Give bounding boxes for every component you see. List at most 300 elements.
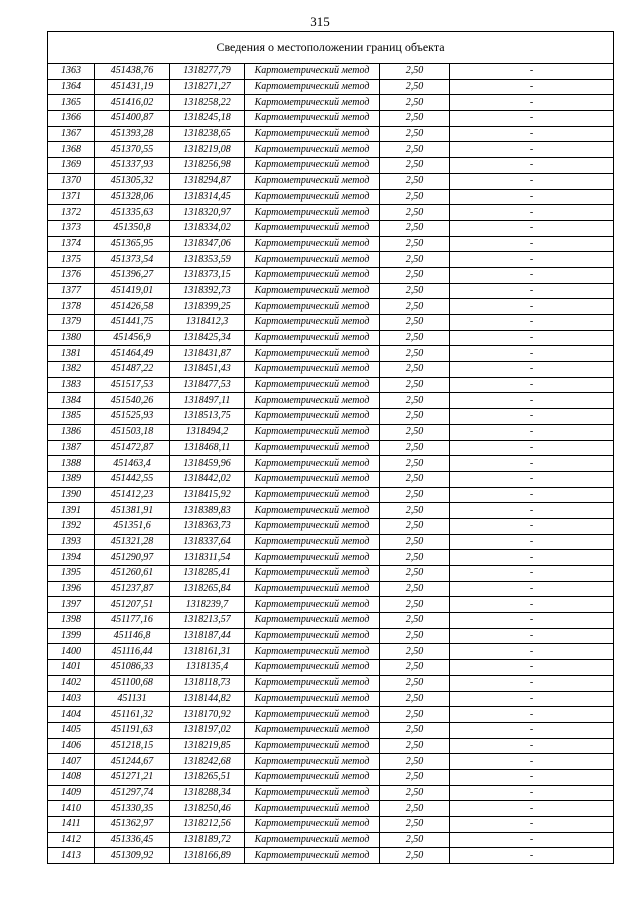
y-coordinate-cell: 1318431,87 (170, 346, 245, 362)
description-cell: - (450, 518, 614, 534)
x-coordinate-cell: 451271,21 (95, 769, 170, 785)
point-number-cell: 1387 (48, 440, 95, 456)
accuracy-cell: 2,50 (380, 252, 450, 268)
accuracy-cell: 2,50 (380, 456, 450, 472)
x-coordinate-cell: 451463,4 (95, 456, 170, 472)
accuracy-cell: 2,50 (380, 628, 450, 644)
method-cell: Картометрический метод (245, 534, 380, 550)
point-number-cell: 1381 (48, 346, 95, 362)
method-cell: Картометрический метод (245, 111, 380, 127)
method-cell: Картометрический метод (245, 236, 380, 252)
description-cell: - (450, 111, 614, 127)
description-cell: - (450, 738, 614, 754)
y-coordinate-cell: 1318256,98 (170, 158, 245, 174)
accuracy-cell: 2,50 (380, 487, 450, 503)
y-coordinate-cell: 1318425,34 (170, 330, 245, 346)
accuracy-cell: 2,50 (380, 613, 450, 629)
method-cell: Картометрический метод (245, 173, 380, 189)
x-coordinate-cell: 451503,18 (95, 424, 170, 440)
y-coordinate-cell: 1318135,4 (170, 660, 245, 676)
method-cell: Картометрический метод (245, 628, 380, 644)
point-number-cell: 1406 (48, 738, 95, 754)
x-coordinate-cell: 451416,02 (95, 95, 170, 111)
table-row (48, 613, 614, 629)
point-number-cell: 1408 (48, 769, 95, 785)
y-coordinate-cell: 1318213,57 (170, 613, 245, 629)
x-coordinate-cell: 451393,28 (95, 126, 170, 142)
table-row (48, 675, 614, 691)
point-number-cell: 1399 (48, 628, 95, 644)
method-cell: Картометрический метод (245, 471, 380, 487)
y-coordinate-cell: 1318258,22 (170, 95, 245, 111)
y-coordinate-cell: 1318250,46 (170, 801, 245, 817)
description-cell: - (450, 785, 614, 801)
table-header-row (48, 32, 614, 64)
description-cell: - (450, 691, 614, 707)
description-cell: - (450, 534, 614, 550)
x-coordinate-cell: 451207,51 (95, 597, 170, 613)
accuracy-cell: 2,50 (380, 769, 450, 785)
table-row (48, 550, 614, 566)
point-number-cell: 1376 (48, 267, 95, 283)
y-coordinate-cell: 1318294,87 (170, 173, 245, 189)
y-coordinate-cell: 1318459,96 (170, 456, 245, 472)
y-coordinate-cell: 1318442,02 (170, 471, 245, 487)
table-row (48, 660, 614, 676)
method-cell: Картометрический метод (245, 503, 380, 519)
description-cell: - (450, 707, 614, 723)
x-coordinate-cell: 451438,76 (95, 64, 170, 80)
y-coordinate-cell: 1318212,56 (170, 817, 245, 833)
description-cell: - (450, 409, 614, 425)
x-coordinate-cell: 451146,8 (95, 628, 170, 644)
description-cell: - (450, 722, 614, 738)
accuracy-cell: 2,50 (380, 267, 450, 283)
description-cell: - (450, 330, 614, 346)
table-row (48, 817, 614, 833)
accuracy-cell: 2,50 (380, 111, 450, 127)
method-cell: Картометрический метод (245, 597, 380, 613)
description-cell: - (450, 440, 614, 456)
point-number-cell: 1384 (48, 393, 95, 409)
accuracy-cell: 2,50 (380, 848, 450, 864)
x-coordinate-cell: 451335,63 (95, 205, 170, 221)
table-row (48, 518, 614, 534)
x-coordinate-cell: 451328,06 (95, 189, 170, 205)
y-coordinate-cell: 1318265,84 (170, 581, 245, 597)
method-cell: Картометрический метод (245, 393, 380, 409)
x-coordinate-cell: 451321,28 (95, 534, 170, 550)
x-coordinate-cell: 451309,92 (95, 848, 170, 864)
y-coordinate-cell: 1318161,31 (170, 644, 245, 660)
table-row (48, 205, 614, 221)
x-coordinate-cell: 451426,58 (95, 299, 170, 315)
description-cell: - (450, 581, 614, 597)
point-number-cell: 1407 (48, 754, 95, 770)
x-coordinate-cell: 451116,44 (95, 644, 170, 660)
description-cell: - (450, 220, 614, 236)
accuracy-cell: 2,50 (380, 722, 450, 738)
y-coordinate-cell: 1318412,3 (170, 315, 245, 331)
description-cell: - (450, 252, 614, 268)
point-number-cell: 1378 (48, 299, 95, 315)
accuracy-cell: 2,50 (380, 597, 450, 613)
x-coordinate-cell: 451350,8 (95, 220, 170, 236)
description-cell: - (450, 393, 614, 409)
table-row (48, 409, 614, 425)
point-number-cell: 1368 (48, 142, 95, 158)
y-coordinate-cell: 1318320,97 (170, 205, 245, 221)
description-cell: - (450, 754, 614, 770)
description-cell: - (450, 142, 614, 158)
x-coordinate-cell: 451381,91 (95, 503, 170, 519)
table-row (48, 471, 614, 487)
table-row (48, 64, 614, 80)
description-cell: - (450, 817, 614, 833)
y-coordinate-cell: 1318513,75 (170, 409, 245, 425)
accuracy-cell: 2,50 (380, 754, 450, 770)
accuracy-cell: 2,50 (380, 801, 450, 817)
y-coordinate-cell: 1318166,89 (170, 848, 245, 864)
point-number-cell: 1413 (48, 848, 95, 864)
table-row (48, 189, 614, 205)
table-row (48, 832, 614, 848)
table-row (48, 79, 614, 95)
x-coordinate-cell: 451540,26 (95, 393, 170, 409)
accuracy-cell: 2,50 (380, 817, 450, 833)
table-body (48, 32, 614, 864)
description-cell: - (450, 848, 614, 864)
method-cell: Картометрический метод (245, 409, 380, 425)
y-coordinate-cell: 1318219,08 (170, 142, 245, 158)
table-row (48, 220, 614, 236)
table-row (48, 393, 614, 409)
table-row (48, 252, 614, 268)
point-number-cell: 1366 (48, 111, 95, 127)
method-cell: Картометрический метод (245, 205, 380, 221)
y-coordinate-cell: 1318285,41 (170, 566, 245, 582)
x-coordinate-cell: 451442,55 (95, 471, 170, 487)
y-coordinate-cell: 1318239,7 (170, 597, 245, 613)
point-number-cell: 1394 (48, 550, 95, 566)
description-cell: - (450, 487, 614, 503)
description-cell: - (450, 377, 614, 393)
x-coordinate-cell: 451177,16 (95, 613, 170, 629)
table-row (48, 597, 614, 613)
accuracy-cell: 2,50 (380, 503, 450, 519)
description-cell: - (450, 189, 614, 205)
method-cell: Картометрический метод (245, 220, 380, 236)
y-coordinate-cell: 1318363,73 (170, 518, 245, 534)
description-cell: - (450, 95, 614, 111)
method-cell: Картометрический метод (245, 283, 380, 299)
accuracy-cell: 2,50 (380, 377, 450, 393)
description-cell: - (450, 236, 614, 252)
x-coordinate-cell: 451472,87 (95, 440, 170, 456)
accuracy-cell: 2,50 (380, 440, 450, 456)
method-cell: Картометрический метод (245, 848, 380, 864)
table-row (48, 769, 614, 785)
method-cell: Картометрический метод (245, 691, 380, 707)
y-coordinate-cell: 1318373,15 (170, 267, 245, 283)
point-number-cell: 1395 (48, 566, 95, 582)
table-row (48, 377, 614, 393)
method-cell: Картометрический метод (245, 550, 380, 566)
x-coordinate-cell: 451330,35 (95, 801, 170, 817)
point-number-cell: 1386 (48, 424, 95, 440)
table-row (48, 785, 614, 801)
accuracy-cell: 2,50 (380, 173, 450, 189)
point-number-cell: 1392 (48, 518, 95, 534)
x-coordinate-cell: 451441,75 (95, 315, 170, 331)
y-coordinate-cell: 1318415,92 (170, 487, 245, 503)
y-coordinate-cell: 1318494,2 (170, 424, 245, 440)
y-coordinate-cell: 1318271,27 (170, 79, 245, 95)
method-cell: Картометрический метод (245, 158, 380, 174)
accuracy-cell: 2,50 (380, 220, 450, 236)
point-number-cell: 1404 (48, 707, 95, 723)
description-cell: - (450, 675, 614, 691)
description-cell: - (450, 299, 614, 315)
table-title: Сведения о местоположении границ объекта (48, 32, 614, 64)
point-number-cell: 1412 (48, 832, 95, 848)
accuracy-cell: 2,50 (380, 785, 450, 801)
accuracy-cell: 2,50 (380, 236, 450, 252)
table-row (48, 158, 614, 174)
point-number-cell: 1379 (48, 315, 95, 331)
point-number-cell: 1373 (48, 220, 95, 236)
table-row (48, 754, 614, 770)
method-cell: Картометрический метод (245, 252, 380, 268)
table-row (48, 456, 614, 472)
table-row (48, 691, 614, 707)
method-cell: Картометрический метод (245, 754, 380, 770)
y-coordinate-cell: 1318288,34 (170, 785, 245, 801)
method-cell: Картометрический метод (245, 95, 380, 111)
point-number-cell: 1402 (48, 675, 95, 691)
point-number-cell: 1363 (48, 64, 95, 80)
method-cell: Картометрический метод (245, 315, 380, 331)
y-coordinate-cell: 1318451,43 (170, 362, 245, 378)
point-number-cell: 1405 (48, 722, 95, 738)
description-cell: - (450, 424, 614, 440)
method-cell: Картометрический метод (245, 440, 380, 456)
accuracy-cell: 2,50 (380, 534, 450, 550)
method-cell: Картометрический метод (245, 801, 380, 817)
description-cell: - (450, 628, 614, 644)
description-cell: - (450, 346, 614, 362)
method-cell: Картометрический метод (245, 299, 380, 315)
accuracy-cell: 2,50 (380, 330, 450, 346)
point-number-cell: 1364 (48, 79, 95, 95)
x-coordinate-cell: 451412,23 (95, 487, 170, 503)
accuracy-cell: 2,50 (380, 644, 450, 660)
x-coordinate-cell: 451351,6 (95, 518, 170, 534)
point-number-cell: 1377 (48, 283, 95, 299)
method-cell: Картометрический метод (245, 566, 380, 582)
method-cell: Картометрический метод (245, 675, 380, 691)
method-cell: Картометрический метод (245, 518, 380, 534)
y-coordinate-cell: 1318477,53 (170, 377, 245, 393)
description-cell: - (450, 503, 614, 519)
point-number-cell: 1390 (48, 487, 95, 503)
method-cell: Картометрический метод (245, 769, 380, 785)
x-coordinate-cell: 451336,45 (95, 832, 170, 848)
table-row (48, 173, 614, 189)
x-coordinate-cell: 451131 (95, 691, 170, 707)
method-cell: Картометрический метод (245, 487, 380, 503)
table-row (48, 534, 614, 550)
point-number-cell: 1393 (48, 534, 95, 550)
table-row (48, 644, 614, 660)
table-row (48, 503, 614, 519)
table-row (48, 707, 614, 723)
method-cell: Картометрический метод (245, 722, 380, 738)
method-cell: Картометрический метод (245, 267, 380, 283)
description-cell: - (450, 613, 614, 629)
point-number-cell: 1401 (48, 660, 95, 676)
x-coordinate-cell: 451419,01 (95, 283, 170, 299)
point-number-cell: 1367 (48, 126, 95, 142)
accuracy-cell: 2,50 (380, 424, 450, 440)
table-row (48, 424, 614, 440)
accuracy-cell: 2,50 (380, 409, 450, 425)
y-coordinate-cell: 1318197,02 (170, 722, 245, 738)
x-coordinate-cell: 451161,32 (95, 707, 170, 723)
method-cell: Картометрический метод (245, 64, 380, 80)
x-coordinate-cell: 451464,49 (95, 346, 170, 362)
description-cell: - (450, 79, 614, 95)
x-coordinate-cell: 451086,33 (95, 660, 170, 676)
x-coordinate-cell: 451487,22 (95, 362, 170, 378)
method-cell: Картометрический метод (245, 346, 380, 362)
description-cell: - (450, 315, 614, 331)
x-coordinate-cell: 451431,19 (95, 79, 170, 95)
table-row (48, 95, 614, 111)
accuracy-cell: 2,50 (380, 315, 450, 331)
accuracy-cell: 2,50 (380, 205, 450, 221)
x-coordinate-cell: 451244,67 (95, 754, 170, 770)
accuracy-cell: 2,50 (380, 189, 450, 205)
accuracy-cell: 2,50 (380, 707, 450, 723)
description-cell: - (450, 769, 614, 785)
table-row (48, 111, 614, 127)
x-coordinate-cell: 451337,93 (95, 158, 170, 174)
table-row (48, 299, 614, 315)
table-row (48, 236, 614, 252)
accuracy-cell: 2,50 (380, 79, 450, 95)
point-number-cell: 1411 (48, 817, 95, 833)
y-coordinate-cell: 1318314,45 (170, 189, 245, 205)
point-number-cell: 1382 (48, 362, 95, 378)
method-cell: Картометрический метод (245, 707, 380, 723)
y-coordinate-cell: 1318311,54 (170, 550, 245, 566)
method-cell: Картометрический метод (245, 142, 380, 158)
description-cell: - (450, 550, 614, 566)
method-cell: Картометрический метод (245, 456, 380, 472)
y-coordinate-cell: 1318347,06 (170, 236, 245, 252)
description-cell: - (450, 566, 614, 582)
table-row (48, 267, 614, 283)
y-coordinate-cell: 1318144,82 (170, 691, 245, 707)
accuracy-cell: 2,50 (380, 550, 450, 566)
table-row (48, 315, 614, 331)
x-coordinate-cell: 451191,63 (95, 722, 170, 738)
method-cell: Картометрический метод (245, 817, 380, 833)
table-row (48, 487, 614, 503)
accuracy-cell: 2,50 (380, 362, 450, 378)
description-cell: - (450, 644, 614, 660)
y-coordinate-cell: 1318187,44 (170, 628, 245, 644)
x-coordinate-cell: 451305,32 (95, 173, 170, 189)
accuracy-cell: 2,50 (380, 64, 450, 80)
description-cell: - (450, 283, 614, 299)
point-number-cell: 1365 (48, 95, 95, 111)
description-cell: - (450, 158, 614, 174)
accuracy-cell: 2,50 (380, 95, 450, 111)
x-coordinate-cell: 451100,68 (95, 675, 170, 691)
table-row (48, 848, 614, 864)
point-number-cell: 1369 (48, 158, 95, 174)
point-number-cell: 1410 (48, 801, 95, 817)
accuracy-cell: 2,50 (380, 126, 450, 142)
y-coordinate-cell: 1318389,83 (170, 503, 245, 519)
y-coordinate-cell: 1318189,72 (170, 832, 245, 848)
description-cell: - (450, 660, 614, 676)
accuracy-cell: 2,50 (380, 675, 450, 691)
x-coordinate-cell: 451218,15 (95, 738, 170, 754)
x-coordinate-cell: 451517,53 (95, 377, 170, 393)
method-cell: Картометрический метод (245, 330, 380, 346)
table-row (48, 142, 614, 158)
method-cell: Картометрический метод (245, 613, 380, 629)
y-coordinate-cell: 1318399,25 (170, 299, 245, 315)
accuracy-cell: 2,50 (380, 158, 450, 174)
x-coordinate-cell: 451260,61 (95, 566, 170, 582)
x-coordinate-cell: 451362,97 (95, 817, 170, 833)
table-row (48, 283, 614, 299)
description-cell: - (450, 205, 614, 221)
accuracy-cell: 2,50 (380, 832, 450, 848)
accuracy-cell: 2,50 (380, 518, 450, 534)
accuracy-cell: 2,50 (380, 660, 450, 676)
x-coordinate-cell: 451373,54 (95, 252, 170, 268)
x-coordinate-cell: 451525,93 (95, 409, 170, 425)
point-number-cell: 1370 (48, 173, 95, 189)
point-number-cell: 1380 (48, 330, 95, 346)
y-coordinate-cell: 1318353,59 (170, 252, 245, 268)
method-cell: Картометрический метод (245, 581, 380, 597)
method-cell: Картометрический метод (245, 189, 380, 205)
point-number-cell: 1397 (48, 597, 95, 613)
y-coordinate-cell: 1318334,02 (170, 220, 245, 236)
accuracy-cell: 2,50 (380, 142, 450, 158)
x-coordinate-cell: 451400,87 (95, 111, 170, 127)
description-cell: - (450, 456, 614, 472)
table-row (48, 126, 614, 142)
y-coordinate-cell: 1318245,18 (170, 111, 245, 127)
y-coordinate-cell: 1318238,65 (170, 126, 245, 142)
y-coordinate-cell: 1318242,68 (170, 754, 245, 770)
description-cell: - (450, 832, 614, 848)
method-cell: Картометрический метод (245, 832, 380, 848)
y-coordinate-cell: 1318170,92 (170, 707, 245, 723)
table-row (48, 330, 614, 346)
point-number-cell: 1372 (48, 205, 95, 221)
point-number-cell: 1388 (48, 456, 95, 472)
x-coordinate-cell: 451290,97 (95, 550, 170, 566)
description-cell: - (450, 173, 614, 189)
